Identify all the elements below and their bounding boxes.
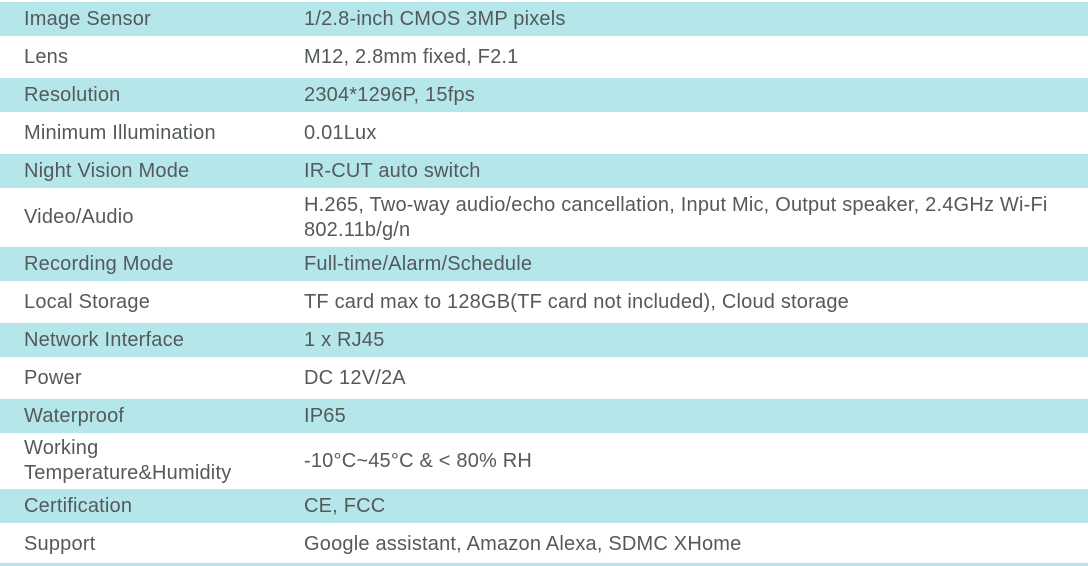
spec-row-minimum-illumination bbox=[0, 114, 1088, 152]
spec-row-resolution bbox=[0, 76, 1088, 114]
spec-value: Full-time/Alarm/Schedule bbox=[304, 252, 533, 275]
spec-label: Minimum Illumination bbox=[24, 121, 216, 144]
spec-row-network-interface bbox=[0, 321, 1088, 359]
spec-value: IP65 bbox=[304, 404, 346, 427]
spec-value: M12, 2.8mm fixed, F2.1 bbox=[304, 45, 519, 68]
spec-label: Support bbox=[24, 532, 96, 555]
spec-row-image-sensor bbox=[0, 0, 1088, 38]
spec-row-certification bbox=[0, 487, 1088, 525]
spec-value: 1/2.8-inch CMOS 3MP pixels bbox=[304, 7, 566, 30]
spec-row-video-audio bbox=[0, 190, 1088, 245]
spec-value: 2304*1296P, 15fps bbox=[304, 83, 475, 106]
spec-label: Power bbox=[24, 366, 82, 389]
spec-label: Video/Audio bbox=[24, 206, 134, 228]
spec-row-support bbox=[0, 525, 1088, 563]
spec-row-working-temperature-humidity bbox=[0, 435, 1088, 487]
spec-value: IR-CUT auto switch bbox=[304, 159, 481, 182]
spec-label: Recording Mode bbox=[24, 252, 174, 275]
spec-row-night-vision-mode bbox=[0, 152, 1088, 190]
spec-label: Image Sensor bbox=[24, 7, 151, 30]
spec-label: Resolution bbox=[24, 83, 121, 106]
spec-label: Certification bbox=[24, 494, 133, 517]
spec-label: Local Storage bbox=[24, 290, 151, 313]
spec-label: Lens bbox=[24, 45, 69, 68]
spec-value: Google assistant, Amazon Alexa, SDMC XHome bbox=[304, 532, 742, 555]
spec-value: -10°C~45°C & < 80% RH bbox=[304, 449, 533, 472]
spec-label: Working Temperature&Humidity bbox=[24, 437, 232, 484]
spec-row-waterproof bbox=[0, 397, 1088, 435]
spec-value: 0.01Lux bbox=[304, 121, 377, 144]
spec-row-lens bbox=[0, 38, 1088, 76]
spec-value: TF card max to 128GB(TF card not included), Cloud storage bbox=[304, 290, 849, 313]
spec-row-power bbox=[0, 359, 1088, 397]
spec-label: Network Interface bbox=[24, 328, 185, 351]
spec-value: H.265, Two-way audio/echo cancellation, Input Mic, Output speaker, 2.4GHz Wi-Fi 802.11b/g/n bbox=[304, 193, 1048, 241]
spec-row-local-storage bbox=[0, 283, 1088, 321]
spec-label: Waterproof bbox=[24, 404, 125, 427]
spec-value: DC 12V/2A bbox=[304, 366, 406, 389]
spec-value: CE, FCC bbox=[304, 494, 386, 517]
spec-row-recording-mode bbox=[0, 245, 1088, 283]
spec-value: 1 x RJ45 bbox=[304, 328, 385, 351]
spec-label: Night Vision Mode bbox=[24, 159, 190, 182]
